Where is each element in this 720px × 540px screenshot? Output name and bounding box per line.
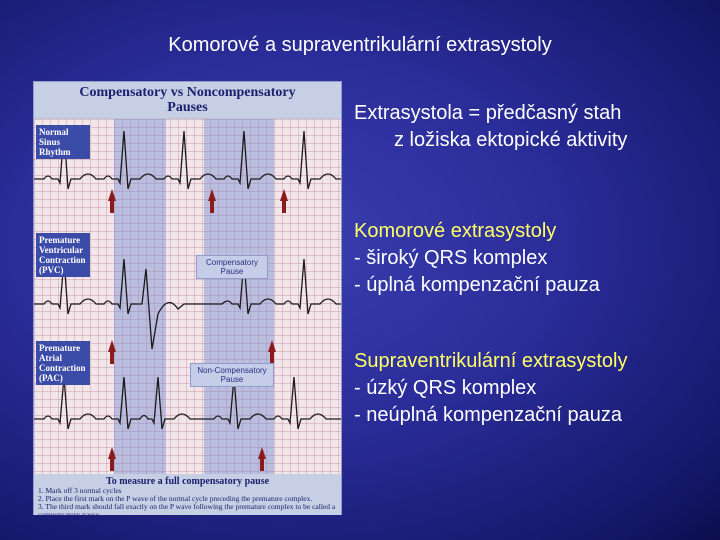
figure-footer <box>34 474 341 519</box>
strip-label-pvc: Premature Ventricular Contraction (PVC) <box>36 233 90 277</box>
definition-line1: Extrasystola = předčasný stah <box>354 102 622 124</box>
ventricular-item2: - úplná kompenzační pauza <box>354 274 600 296</box>
text-block-ventricular <box>354 218 600 299</box>
supraventricular-item2: - neúplná kompenzační pauza <box>354 404 622 426</box>
ventricular-heading: Komorové extrasystoly <box>354 220 557 242</box>
slide-title: Komorové a supraventrikulární extrasystoly <box>168 34 552 56</box>
figure-title-line1: Compensatory vs Noncompensatory <box>79 85 296 100</box>
strip-label-normal: Normal Sinus Rhythm <box>36 125 90 159</box>
ecg-arrows <box>108 189 288 471</box>
footer-step-2: 2. Place the first mark on the P wave of the normal cycle preceding the premature complex. <box>38 494 313 503</box>
footer-title: To measure a full compensatory pause <box>105 476 270 487</box>
pause-label-noncompensatory: Non-Compensatory Pause <box>190 363 274 387</box>
footer-step-1: 1. Mark off 3 normal cycles <box>38 486 122 495</box>
arrow-mark <box>258 447 266 459</box>
arrow-mark <box>108 340 116 352</box>
figure-title-line2: Pauses <box>167 100 208 115</box>
arrow-mark <box>108 447 116 459</box>
ecg-grid <box>34 119 341 474</box>
arrow-mark <box>280 189 288 201</box>
figure-title <box>34 82 341 118</box>
supraventricular-item1: - úzký QRS komplex <box>354 377 537 399</box>
arrow-mark <box>108 189 116 201</box>
strip-label-pac: Premature Atrial Contraction (PAC) <box>36 341 90 385</box>
ecg-figure <box>33 81 342 519</box>
arrow-mark <box>208 189 216 201</box>
text-block-supraventricular <box>354 348 627 429</box>
arrow-mark <box>268 340 276 352</box>
definition-line2: z ložiska ektopické aktivity <box>394 129 628 151</box>
ventricular-item1: - široký QRS komplex <box>354 247 548 269</box>
pause-label-compensatory: Compensatory Pause <box>196 255 268 279</box>
ecg-traces <box>34 119 341 474</box>
supraventricular-heading: Supraventrikulární extrasystoly <box>354 350 628 372</box>
text-block-definition <box>354 100 627 154</box>
footer-step-3: 3. The third mark should fall exactly on the P wave following the premature complex to be called a compensatory pause. <box>38 502 336 519</box>
